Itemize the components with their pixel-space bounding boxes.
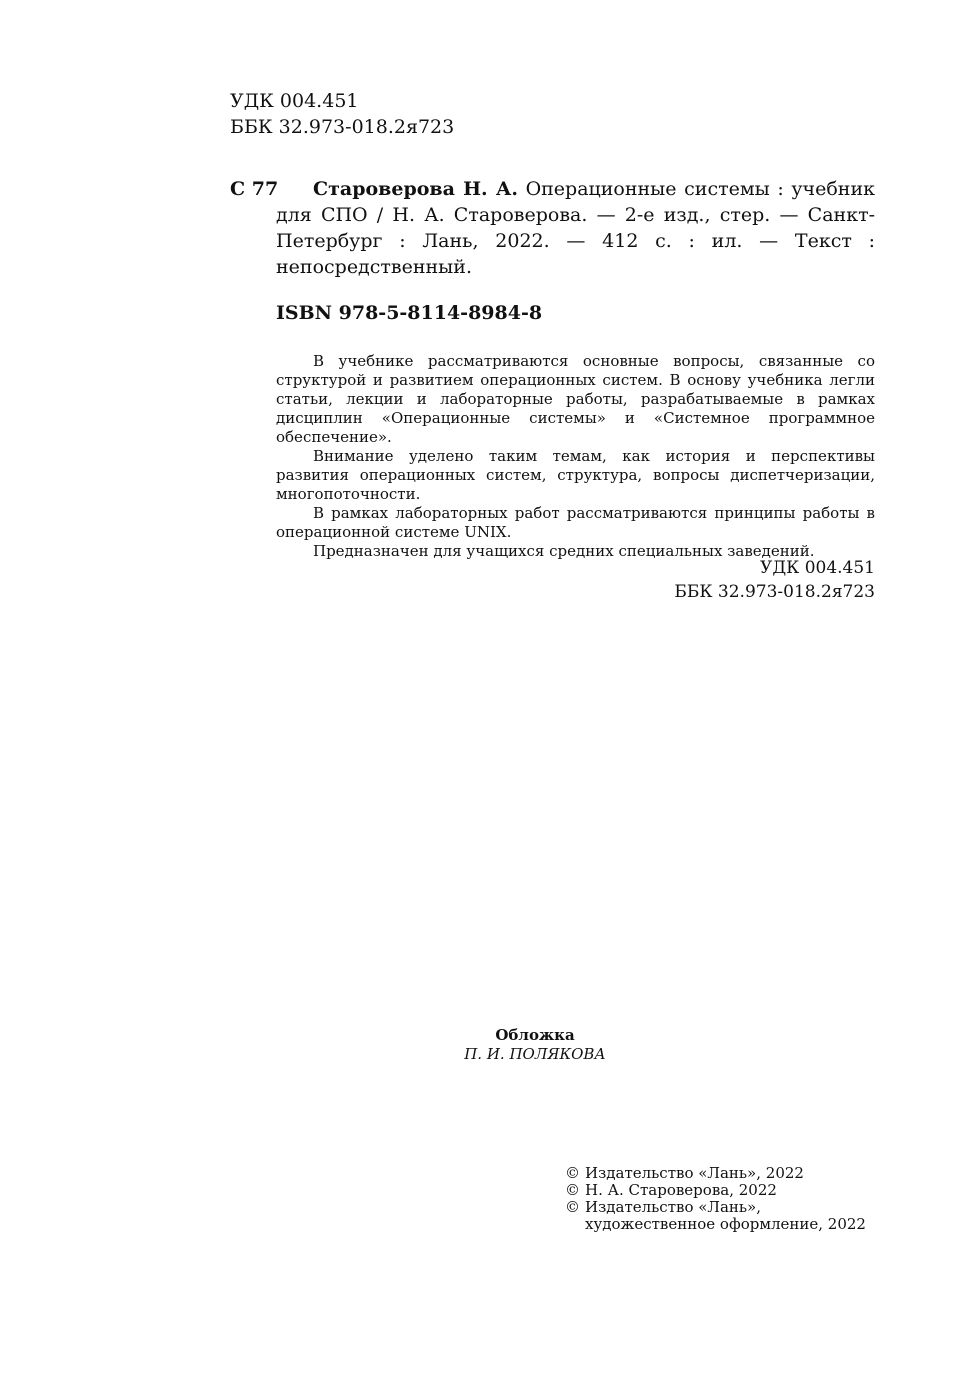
author-name: Староверова Н. А.	[313, 178, 518, 200]
copyright-line	[565, 1182, 866, 1199]
annotation	[276, 352, 875, 561]
copyright-symbol: ©	[565, 1198, 580, 1216]
bbk-code: ББК 32.973-018.2я723	[674, 582, 875, 602]
cover-designer: П. И. ПОЛЯКОВА	[464, 1045, 606, 1063]
copyright-symbol: ©	[565, 1164, 580, 1182]
annotation-paragraph: Внимание уделено таким темам, как история и перспективы развития операционных систем, структура, вопросы диспетчеризации, многопоточности.	[276, 447, 875, 503]
classification-bottom	[674, 556, 875, 604]
copyright-line	[565, 1165, 866, 1182]
copyright-block	[565, 1165, 866, 1233]
udk-code: УДК 004.451	[760, 558, 875, 578]
bbk-code: ББК 32.973-018.2я723	[230, 116, 455, 138]
copyright-text: Н. А. Староверова, 2022	[585, 1181, 777, 1199]
cover-label: Обложка	[495, 1026, 575, 1044]
annotation-paragraph: В рамках лабораторных работ рассматриваются принципы работы в операционной системе UNIX.	[276, 504, 875, 541]
annotation-paragraph: В учебнике рассматриваются основные вопросы, связанные со структурой и развитием операционных систем. В основу учебника легли статьи, лекции и лабораторные работы, разрабатываемые в рамках дисциплин «Операционные системы» и «Системное программное обеспечение».	[276, 352, 875, 446]
copyright-symbol: ©	[565, 1181, 580, 1199]
isbn: ISBN 978-5-8114-8984-8	[276, 302, 543, 324]
author-code: С 77	[230, 178, 279, 200]
copyright-text: Издательство «Лань», 2022	[585, 1164, 804, 1182]
classification-top	[230, 88, 454, 140]
bibliographic-description	[276, 176, 875, 280]
bibliographic-text: Операционные системы : учебник для СПО / Н. А. Староверова. — 2-е изд., стер. — Санкт-Петербург : Лань, 2022. — 412 с. : ил. — Текст : непосредственный.	[276, 178, 875, 278]
bibliographic-entry	[230, 176, 875, 280]
copyright-line	[565, 1216, 866, 1233]
copyright-continuation: художественное оформление, 2022	[585, 1215, 866, 1233]
copyright-text: Издательство «Лань»,	[585, 1198, 762, 1216]
annotation-paragraph: Предназначен для учащихся средних специальных заведений.	[313, 542, 815, 560]
copyright-line	[565, 1199, 866, 1216]
cover-credit	[0, 1026, 975, 1064]
udk-code: УДК 004.451	[230, 90, 359, 112]
